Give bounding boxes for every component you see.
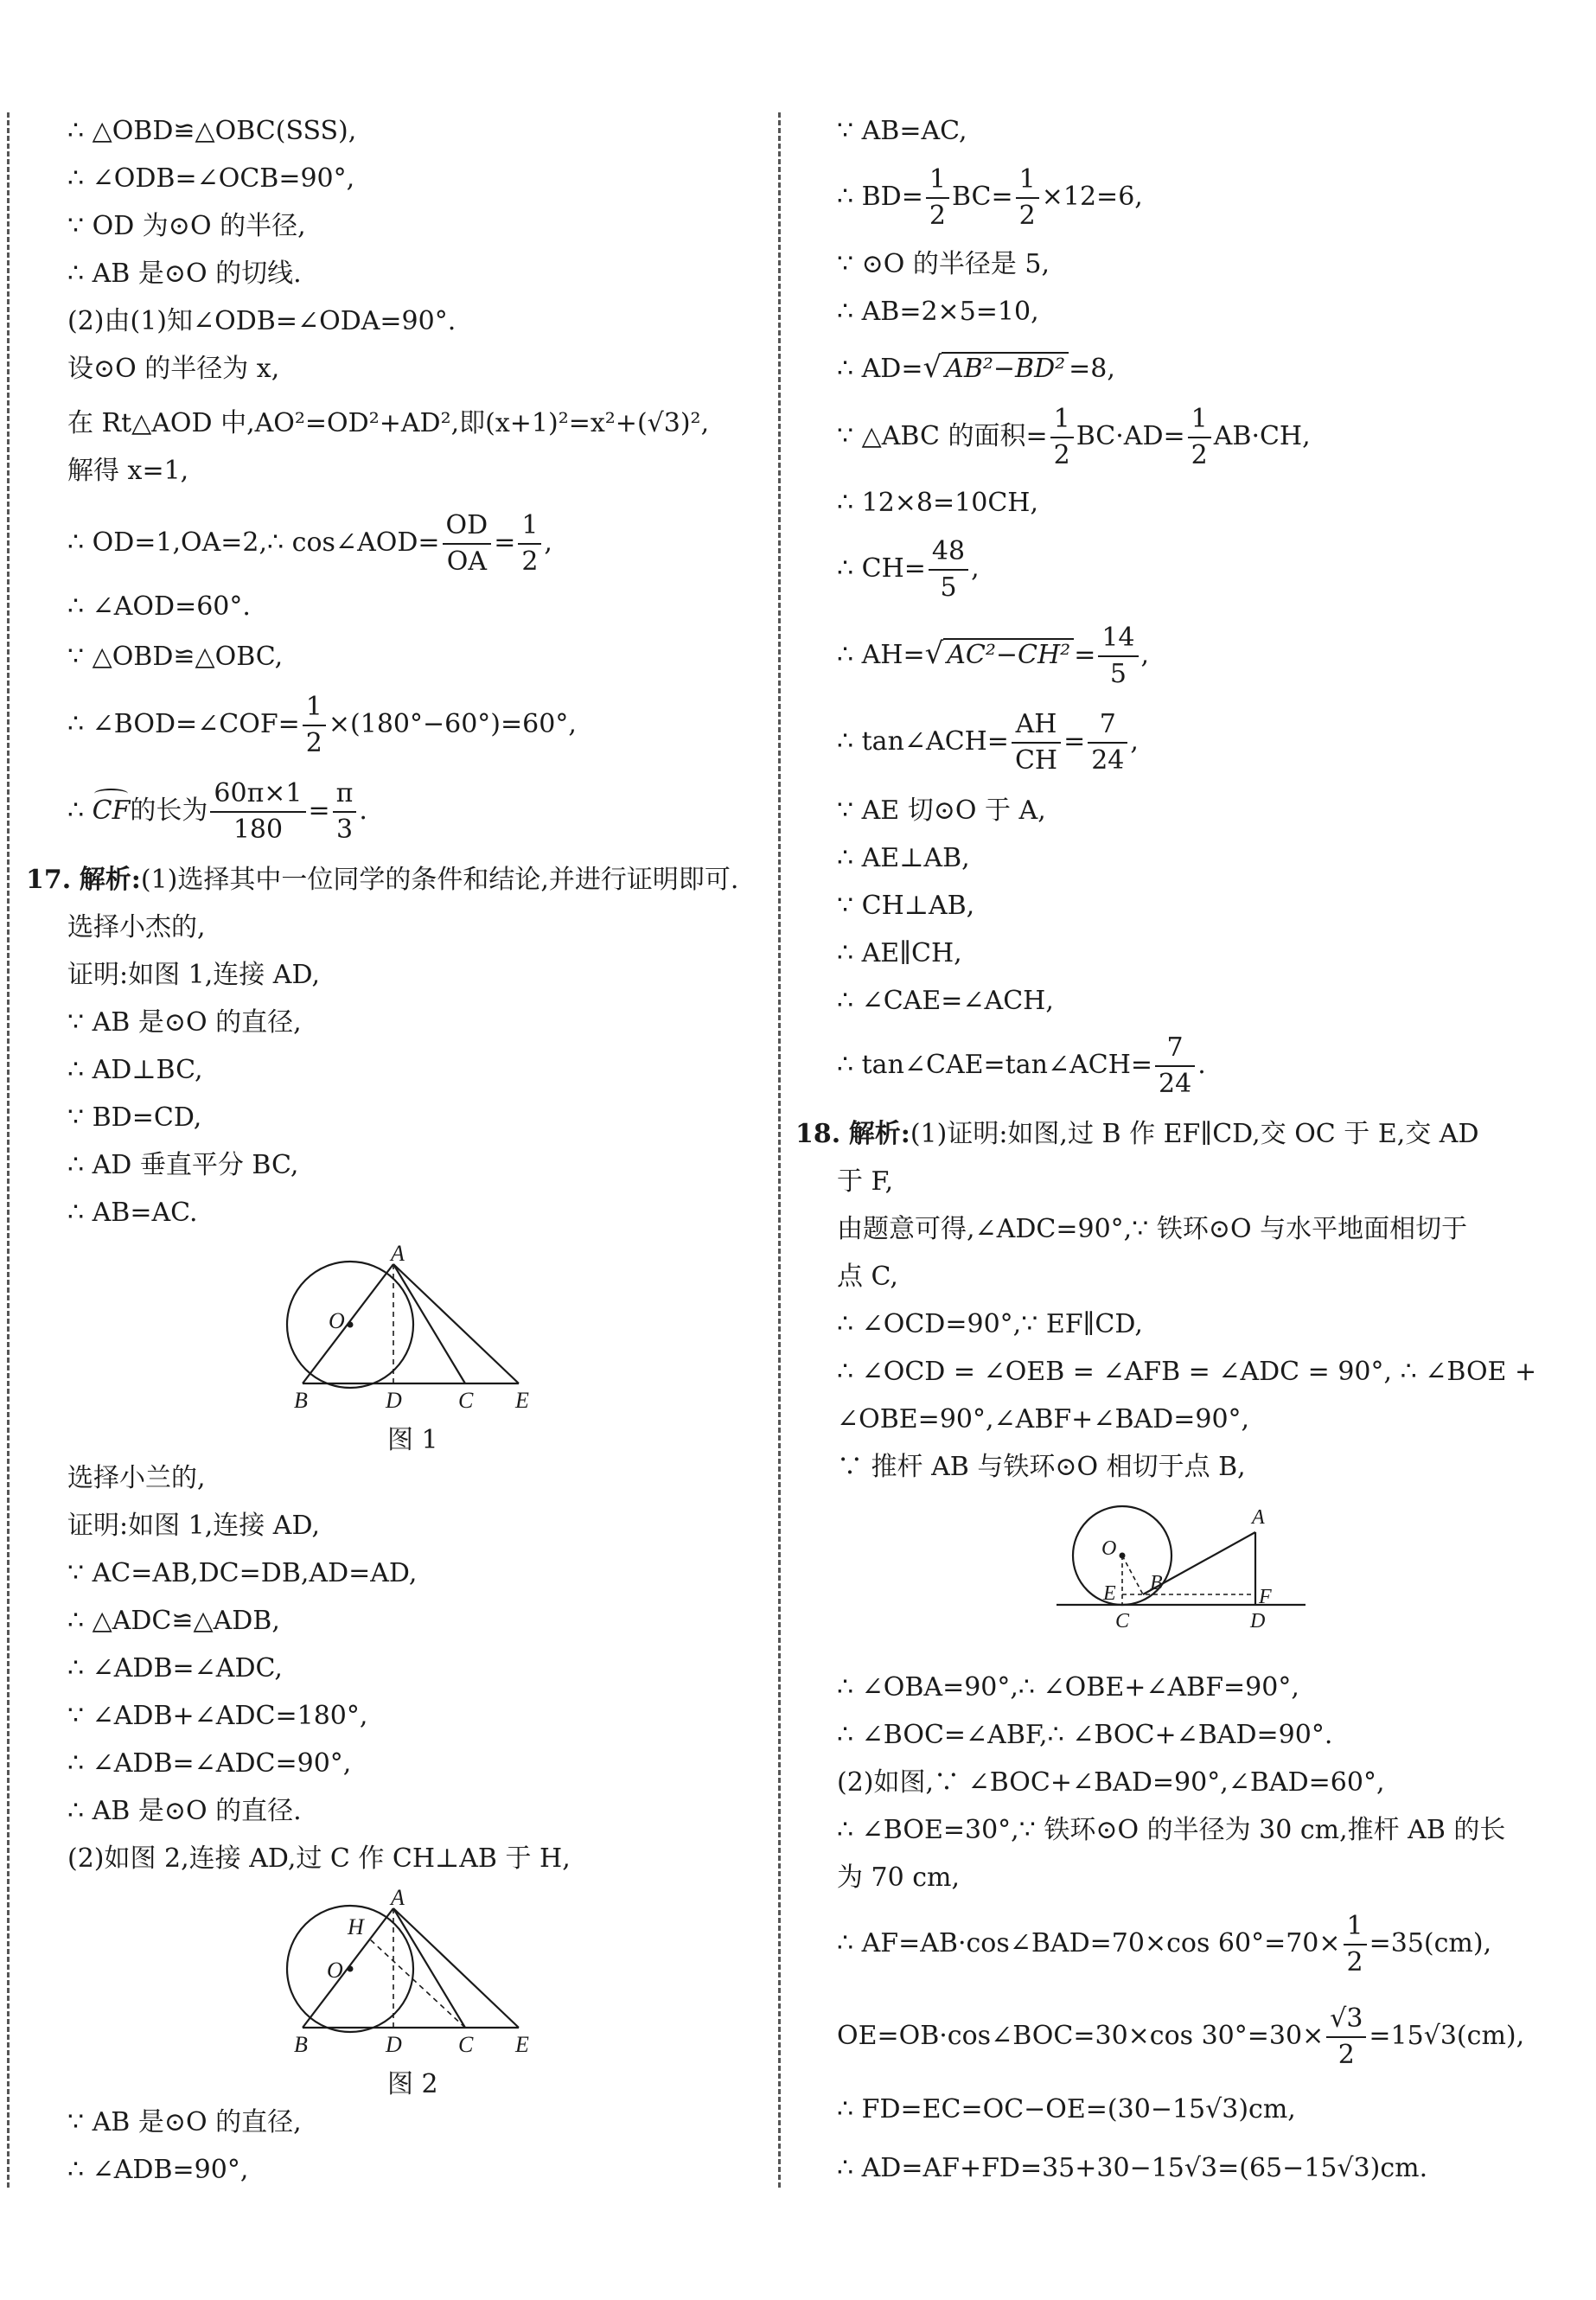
text-line: ∴ AD⊥BC, [67, 1055, 203, 1085]
text-line: ∵ AC=AB,DC=DB,AD=AD, [67, 1558, 418, 1588]
text-line: ∵ AB 是⊙O 的直径, [67, 1007, 302, 1038]
fig2-label-d: D [386, 2032, 402, 2054]
text-line: (2)如图 2,连接 AD,过 C 作 CH⊥AB 于 H, [67, 1843, 571, 1874]
arc-mark [94, 789, 129, 799]
text-line: 在 Rt△AOD 中,AO²=OD²+AD²,即(x+1)²=x²+(√3)², [67, 408, 710, 438]
text-line: 为 70 cm, [837, 1862, 961, 1893]
tan1-line: ∴ tan∠ACH= $\frac{AH}{CH}$ = $\frac{7}{24}$ , [837, 709, 1139, 776]
column-separator-left [7, 112, 10, 2188]
text-line: ∵ AE 切⊙O 于 A, [837, 795, 1046, 826]
text-line: ∴ AD=AF+FD=35+30−15√3=(65−15√3)cm. [837, 2153, 1428, 2183]
text-line: ∴ ∠OCD=90°,∵ EF∥CD, [837, 1309, 1143, 1339]
ch-line: ∴ CH= $\frac{48}{5}$ , [837, 536, 980, 603]
figure-1-caption: 图 1 [387, 1425, 438, 1455]
text-line: ∴ FD=EC=OC−OE=(30−15√3)cm, [837, 2094, 1296, 2124]
text-line: ∵ CH⊥AB, [837, 891, 975, 921]
text-line: ∵ 推杆 AB 与铁环⊙O 相切于点 B, [837, 1452, 1246, 1482]
area-line: ∵ △ABC 的面积= $\frac{1}{2}$ BC·AD= $\frac{1}{2}$ AB·CH, [837, 404, 1311, 470]
text-line: ∴ AE∥CH, [837, 938, 962, 968]
text-line: 选择小杰的, [67, 912, 206, 942]
text-line: ∴ △OBD≌△OBC(SSS), [67, 116, 357, 146]
text-line: ∴ AB=AC. [67, 1198, 198, 1228]
text-line: 证明:如图 1,连接 AD, [67, 1511, 320, 1541]
text-line: ∵ △OBD≌△OBC, [67, 642, 284, 672]
text-line: ∴ ∠OCD = ∠OEB = ∠AFB = ∠ADC = 90°, ∴ ∠BOE + [837, 1357, 1537, 1387]
fig2-label-b: B [294, 2032, 308, 2054]
text-line: ∴ ∠AOD=60°. [67, 591, 251, 622]
fig3-label-a: A [1252, 1506, 1265, 1529]
fig3-label-o: O [1101, 1537, 1117, 1560]
bd-line: ∴ BD= $\frac{1}{2}$ BC= $\frac{1}{2}$ ×12=6, [837, 164, 1143, 231]
fig1-label-o: O [329, 1308, 345, 1333]
fig1-label-b: B [294, 1388, 308, 1409]
fig1-label-c: C [458, 1388, 474, 1409]
text-line: ∴ AE⊥AB, [837, 843, 970, 873]
fig1-label-a: A [391, 1245, 405, 1266]
text-line: ∵ AB 是⊙O 的直径, [67, 2107, 302, 2137]
fig1-label-d: D [386, 1388, 402, 1409]
column-separator-middle [778, 112, 781, 2188]
text-line: ∴ ∠BOC=∠ABF,∴ ∠BOC+∠BAD=90°. [837, 1720, 1333, 1750]
fig2-label-h: H [348, 1914, 364, 1939]
text-line: ∴ ∠CAE=∠ACH, [837, 986, 1054, 1016]
text-line: ∴ AB 是⊙O 的直径. [67, 1796, 302, 1826]
text-line: ∵ AB=AC, [837, 116, 967, 146]
figure-2 [277, 1889, 553, 2054]
fig2-label-c: C [458, 2032, 474, 2054]
tan2-line: ∴ tan∠CAE=tan∠ACH= $\frac{7}{24}$ . [837, 1032, 1206, 1099]
fig3-label-d: D [1250, 1610, 1266, 1632]
text-line: 由题意可得,∠ADC=90°,∵ 铁环⊙O 与水平地面相切于 [837, 1214, 1468, 1244]
text-line: 点 C, [837, 1262, 898, 1292]
fig2-label-a: A [391, 1889, 405, 1910]
figure-3 [1046, 1505, 1314, 1643]
oe-line: OE=OB·cos∠BOC=30×cos 30°=30× $\frac{√3}{2}$ =15√3(cm), [837, 2003, 1525, 2070]
fig2-label-o: O [327, 1958, 343, 1983]
text-line: ∴ AD 垂直平分 BC, [67, 1150, 299, 1180]
fig3-label-e: E [1103, 1582, 1116, 1605]
fig1-label-e: E [515, 1388, 529, 1409]
ad-line: ∴ AD=√ AB²−BD² =8, [837, 350, 1115, 385]
text-line: ∵ ∠ADB+∠ADC=180°, [67, 1701, 368, 1731]
text-line: ∴ 12×8=10CH, [837, 488, 1038, 518]
text-line: 解得 x=1, [67, 456, 189, 486]
ah-line: ∴ AH=√ AC²−CH² = $\frac{14}{5}$ , [837, 623, 1150, 689]
figure-1 [277, 1245, 553, 1409]
text-line: ∴ ∠ADB=∠ADC, [67, 1653, 283, 1683]
question-18-header: 18. 解析:(1)证明:如图,过 B 作 EF∥CD,交 OC 于 E,交 AD [795, 1119, 1479, 1149]
text-line: 设⊙O 的半径为 x, [67, 354, 280, 384]
text-line: ∵ BD=CD, [67, 1102, 202, 1133]
text-line: (2)由(1)知∠ODB=∠ODA=90°. [67, 306, 456, 336]
cos-line: ∴ OD=1,OA=2,∴ cos∠AOD= $\frac{OD}{OA}$ = $\frac{1}{2}$ , [67, 510, 552, 577]
arc-line: ∴ CF的长为 $\frac{60\pi\times 1}{180}$ = $\frac{\pi}{3}$ . [67, 778, 367, 845]
text-line: 选择小兰的, [67, 1463, 206, 1493]
fig3-label-c: C [1115, 1610, 1130, 1632]
text-line: ∴ AB 是⊙O 的切线. [67, 259, 302, 289]
text-line: ∴ ∠ADB=∠ADC=90°, [67, 1748, 352, 1779]
text-line: 证明:如图 1,连接 AD, [67, 960, 320, 990]
fig3-label-b: B [1150, 1572, 1163, 1594]
text-line: ∵ OD 为⊙O 的半径, [67, 211, 306, 241]
text-line: ∴ △ADC≌△ADB, [67, 1606, 280, 1636]
fig2-label-e: E [515, 2032, 529, 2054]
text-line: ∴ ∠OBA=90°,∴ ∠OBE+∠ABF=90°, [837, 1672, 1299, 1703]
text-line: ∴ AB=2×5=10, [837, 297, 1039, 327]
af-line: ∴ AF=AB·cos∠BAD=70×cos 60°=70× $\frac{1}{2}$ =35(cm), [837, 1911, 1492, 1977]
bod-line: ∴ ∠BOD=∠COF= $\frac{1}{2}$ ×(180°−60°)=60°, [67, 692, 577, 758]
text-line: (2)如图,∵ ∠BOC+∠BAD=90°,∠BAD=60°, [837, 1767, 1385, 1798]
text-line: ∴ ∠ODB=∠OCB=90°, [67, 163, 355, 194]
fig3-label-f: F [1259, 1586, 1272, 1608]
text-line: ∠OBE=90°,∠ABF+∠BAD=90°, [837, 1404, 1250, 1434]
text-line: ∴ ∠BOE=30°,∵ 铁环⊙O 的半径为 30 cm,推杆 AB 的长 [837, 1815, 1506, 1845]
text-line: ∵ ⊙O 的半径是 5, [837, 249, 1050, 279]
text-line: 于 F, [837, 1166, 894, 1197]
question-17-header: 17. 解析:(1)选择其中一位同学的条件和结论,并进行证明即可. [26, 865, 739, 895]
text-line: ∴ ∠ADB=90°, [67, 2155, 249, 2185]
figure-2-caption: 图 2 [387, 2069, 438, 2099]
